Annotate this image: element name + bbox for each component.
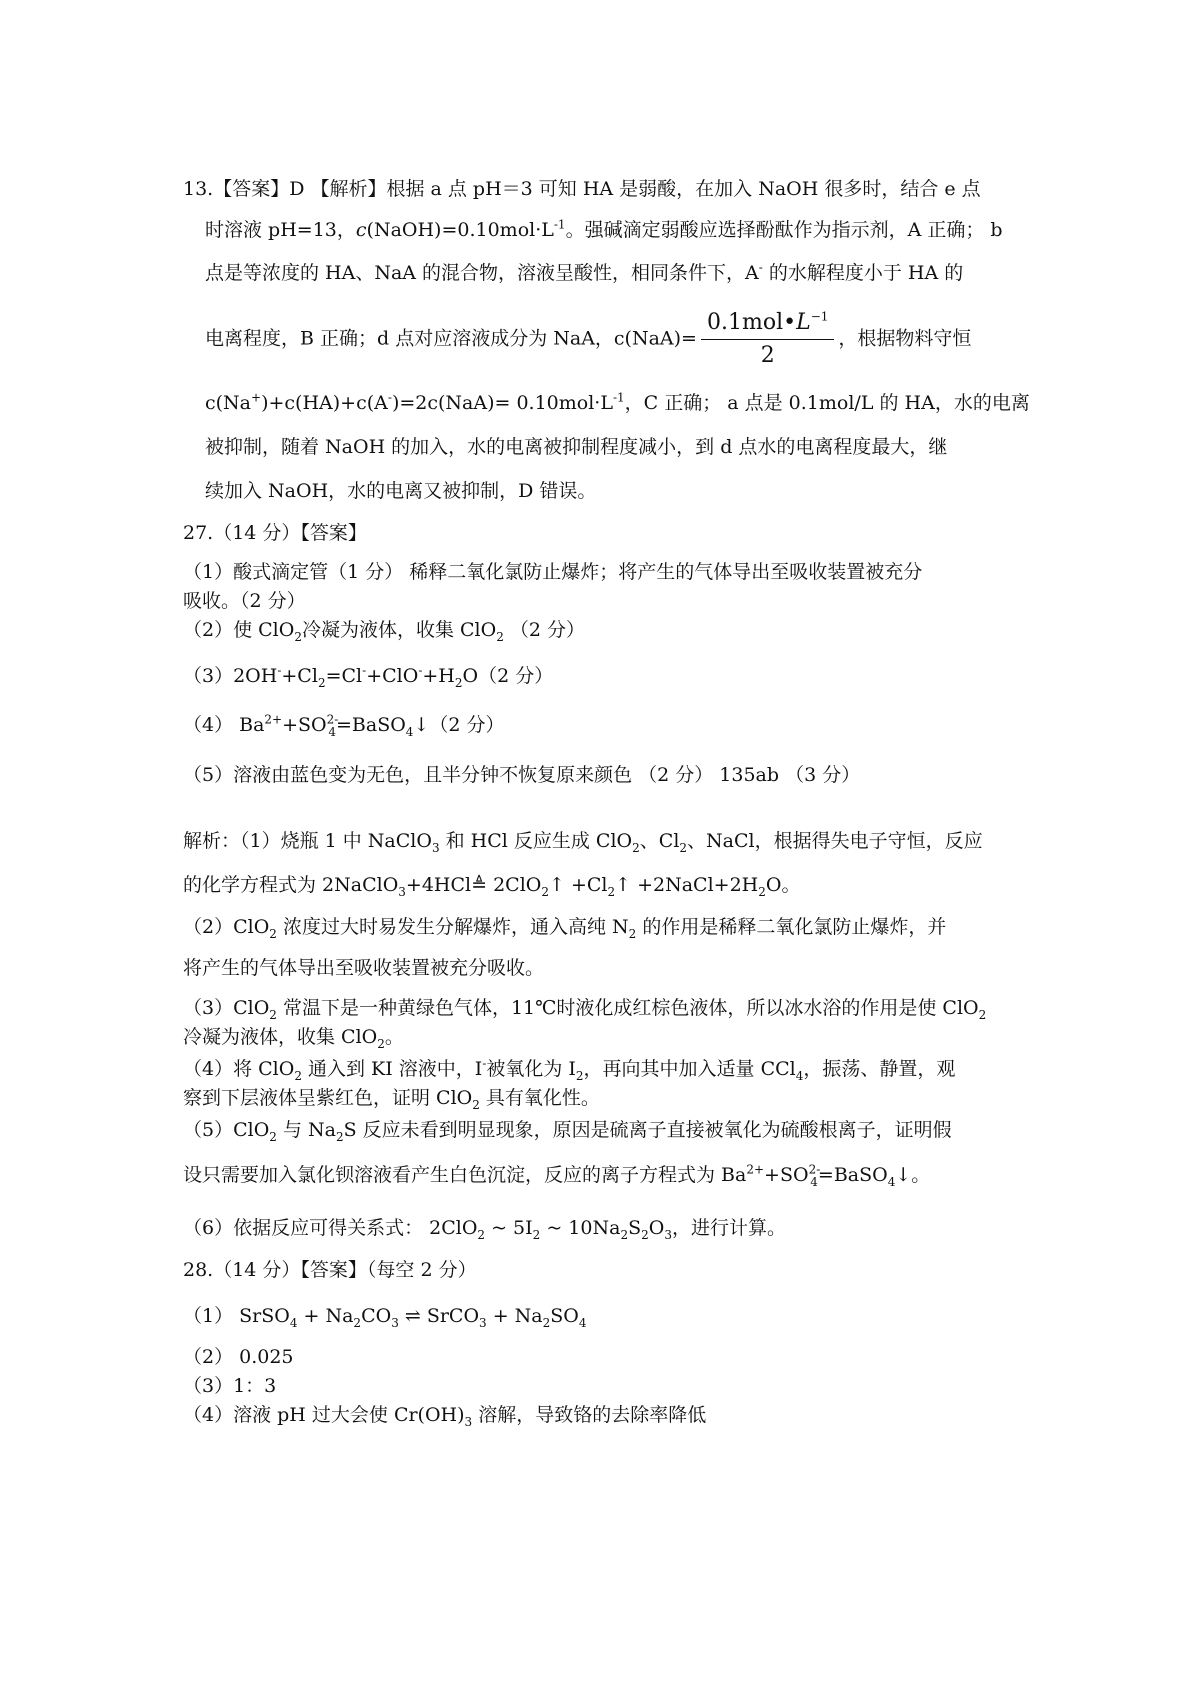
q27-analysis-5: （4）将 ClO$_2$ 通入到 KI 溶液中，I-被氧化为 $I_2$，再向其中加入适量 CCl$_4$，振荡、静置，观: [183, 1056, 956, 1083]
q13-line-1: 13.【答案】D 【解析】根据 a 点 pH＝3 可知 HA 是弱酸，在加入 NaOH 很多时，结合 e 点: [183, 178, 981, 200]
q27-answer-5: （5）溶液由蓝色变为无色，且半分钟不恢复原来颜色 （2 分） 135ab （3 分）: [183, 764, 861, 786]
q28-answer-2: （2） 0.025: [183, 1346, 294, 1368]
q13-line-6: 被抑制，随着 NaOH 的加入，水的电离被抑制程度减小，到 d 点水的电离程度最大，继: [205, 436, 948, 458]
q13-line-2: 时溶液 pH=13，$c(NaOH)=0.10mol\cdot L^{-1}$。强碱滴定弱酸应选择酚酞作为指示剂，A 正确； b: [205, 217, 1003, 241]
q27-analysis-4-cont: 冷凝为液体，收集 ClO$_2$。: [183, 1026, 404, 1051]
q27-analysis-7: （6）依据反应可得关系式： 2ClO$_2$ ~ $5I_2$ ~ $10Na_2S_2O_3$，进行计算。: [183, 1217, 786, 1242]
q28-answer-4: （4）溶液 pH 过大会使 $Cr(OH)_3$ 溶解，导致铬的去除率降低: [183, 1404, 707, 1429]
q27-answer-3: $(3)2OH^-+Cl_2=Cl^-+ClO^-+H_2O(2$ 分）: [183, 663, 554, 690]
q27-analysis-1: 解析：（1）烧瓶 1 中 NaClO$_3$ 和 HCl 反应生成 ClO$_2$、$Cl_2$、NaCl，根据得失电子守恒，反应: [183, 830, 983, 855]
q27-analysis-4: （3）ClO$_2$ 常温下是一种黄绿色气体，11℃时液化成红棕色液体，所以冰水浴的作用是使 ClO$_2$: [183, 997, 987, 1022]
q13-line-4: 电离程度，B 正确；d 点对应溶液成分为 NaA，c(NaA)= $\frac{0.1mol•L^{-1}}{2}$ ，根据物料守恒: [205, 309, 972, 368]
q27-analysis-6-cont: 设只需要加入氯化钡溶液看产生白色沉淀，反应的离子方程式为 $Ba^{2+}+SO^{2-}_4=BaSO_4↓$。: [183, 1162, 931, 1189]
q27-analysis-3: （2）ClO$_2$ 浓度过大时易发生分解爆炸，通入高纯 $N_2$ 的作用是稀释二氧化氯防止爆炸，并: [183, 916, 947, 941]
q28-answer-3: （3）1：3: [183, 1375, 277, 1397]
q13-line-7: 续加入 NaOH，水的电离又被抑制，D 错误。: [205, 480, 597, 502]
q28-heading: 28.（14 分）【答案】（每空 2 分）: [183, 1259, 477, 1281]
q28-answer-1: （1） SrSO$_4$ + $Na_2CO_3$ ⇌ SrCO$_3$ + $Na_2SO_4$: [183, 1305, 587, 1330]
q13-line-5: $c(Na^+)+c(HA)+c(A^-)=2c(NaA)= 0.10mol\cdot L^{-1}$，C 正确； a 点是 0.1mol/L 的 HA，水的电离: [205, 390, 1030, 414]
q27-answer-2: （2）使 ClO$_2$冷凝为液体，收集 ClO$_2$ （2 分）: [183, 619, 586, 644]
q27-answer-1-cont: 吸收。（2 分）: [183, 590, 306, 612]
q27-heading: 27.（14 分）【答案】: [183, 522, 367, 544]
concentration-fraction: $\frac{0.1mol•L^{-1}}{2}$: [701, 310, 834, 369]
q27-answer-1: （1）酸式滴定管（1 分） 稀释二氧化氯防止爆炸；将产生的气体导出至吸收装置被充分: [183, 561, 923, 583]
q27-analysis-3-cont: 将产生的气体导出至吸收装置被充分吸收。: [183, 957, 545, 979]
q27-analysis-6: （5）ClO$_2$ 与 $Na_2S$ 反应未看到明显现象，原因是硫离子直接被氧化为硫酸根离子，证明假: [183, 1119, 952, 1144]
q27-analysis-2: 的化学方程式为 2NaClO$_3$+4HCl≜ 2ClO$_2$↑ $+Cl_2↑$ $+2NaCl+2H_2O$。: [183, 874, 801, 899]
q27-answer-4: （4） $Ba^{2+}+SO^{2-}_4=BaSO_4↓(2$ 分）: [183, 712, 505, 739]
q27-analysis-5-cont: 察到下层液体呈紫红色，证明 ClO$_2$ 具有氧化性。: [183, 1087, 600, 1112]
q13-line-3: 点是等浓度的 HA、NaA 的混合物，溶液呈酸性，相同条件下，A- 的水解程度小于 HA 的: [205, 260, 964, 284]
